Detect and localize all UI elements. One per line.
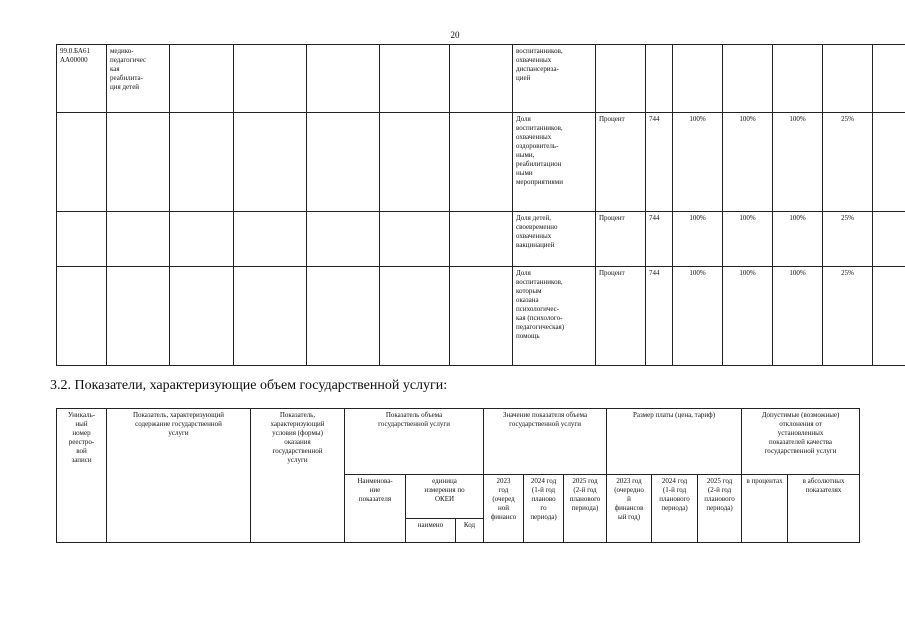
indicator-name: Доля воспитанников, которым оказана психологичес- кая (психолого- педагогическая) помощь — [513, 267, 596, 366]
value-2025: 100% — [773, 212, 823, 267]
header-deviation: Допустимые (возможные) отклонения от установленных показателей качества государственной услуги — [742, 409, 860, 475]
value-2025: 100% — [773, 267, 823, 366]
table-row — [57, 212, 905, 267]
header-unit-name: наимено — [406, 519, 456, 543]
header-registry: Уникаль- ный номер реестро- вой записи — [57, 409, 107, 543]
header-value-2024: 2024 год (1-й год планово го периода) — [524, 475, 564, 543]
value-2024: 100% — [723, 212, 773, 267]
header-indicator-name: Наименова- ние показателя — [345, 475, 406, 543]
okei-code: 744 — [646, 267, 673, 366]
unit-name: Процент — [596, 113, 646, 212]
header-content: Показатель, характеризующий содержание государственной услуги — [107, 409, 251, 543]
indicator-name: воспитанников, охваченных диспансериза- цией — [513, 45, 596, 113]
header-price-2024: 2024 год (1-й год планового периода) — [652, 475, 698, 543]
value-2024: 100% — [723, 267, 773, 366]
header-value-2025: 2025 год (2-й год планового периода) — [564, 475, 607, 543]
indicator-name: Доля детей, своевременно охваченных вакцинацией — [513, 212, 596, 267]
page-number: 20 — [450, 30, 460, 40]
registry-code: 99.0.БА61 АА00000 — [57, 45, 107, 113]
value-2025: 100% — [773, 113, 823, 212]
deviation-percent: 25% — [823, 113, 873, 212]
quality-indicators-table — [56, 44, 905, 366]
header-price-2023: 2023 год (очередно й финансов ый год) — [607, 475, 652, 543]
table-header-row — [57, 409, 860, 475]
header-conditions: Показатель, характеризующий условия (формы) оказания государственной услуги — [251, 409, 345, 543]
header-percent: в процентах — [742, 475, 788, 543]
okei-code: 744 — [646, 113, 673, 212]
service-content: медико- педагогичес кая реабилита- ция детей — [107, 45, 170, 113]
section-title: 3.2. Показатели, характеризующие объем государственной услуги: — [50, 378, 448, 393]
unit-name: Процент — [596, 267, 646, 366]
value-2024: 100% — [723, 113, 773, 212]
value-2023: 100% — [673, 212, 723, 267]
header-values: Значение показателя объема государственной услуги — [484, 409, 607, 475]
volume-indicators-table — [56, 408, 860, 543]
header-price-2025: 2025 год (2-й год планового периода) — [698, 475, 742, 543]
header-unit-code: Код — [456, 519, 484, 543]
table-row — [57, 45, 905, 113]
header-absolute: в абсолютных показателях — [788, 475, 860, 543]
deviation-percent: 25% — [823, 267, 873, 366]
unit-name: Процент — [596, 212, 646, 267]
table-row — [57, 113, 905, 212]
table-row — [57, 267, 905, 366]
header-price: Размер платы (цена, тариф) — [607, 409, 742, 475]
header-volume: Показатель объема государственной услуги — [345, 409, 484, 475]
indicator-name: Доля воспитанников, охваченных оздоровитель- ными, реабилитацион ными мероприятиями — [513, 113, 596, 212]
value-2023: 100% — [673, 113, 723, 212]
header-unit: единица измерения по ОКЕИ — [406, 475, 484, 519]
value-2023: 100% — [673, 267, 723, 366]
header-value-2023: 2023 год (очеред ной финансо — [484, 475, 524, 543]
okei-code: 744 — [646, 212, 673, 267]
deviation-percent: 25% — [823, 212, 873, 267]
